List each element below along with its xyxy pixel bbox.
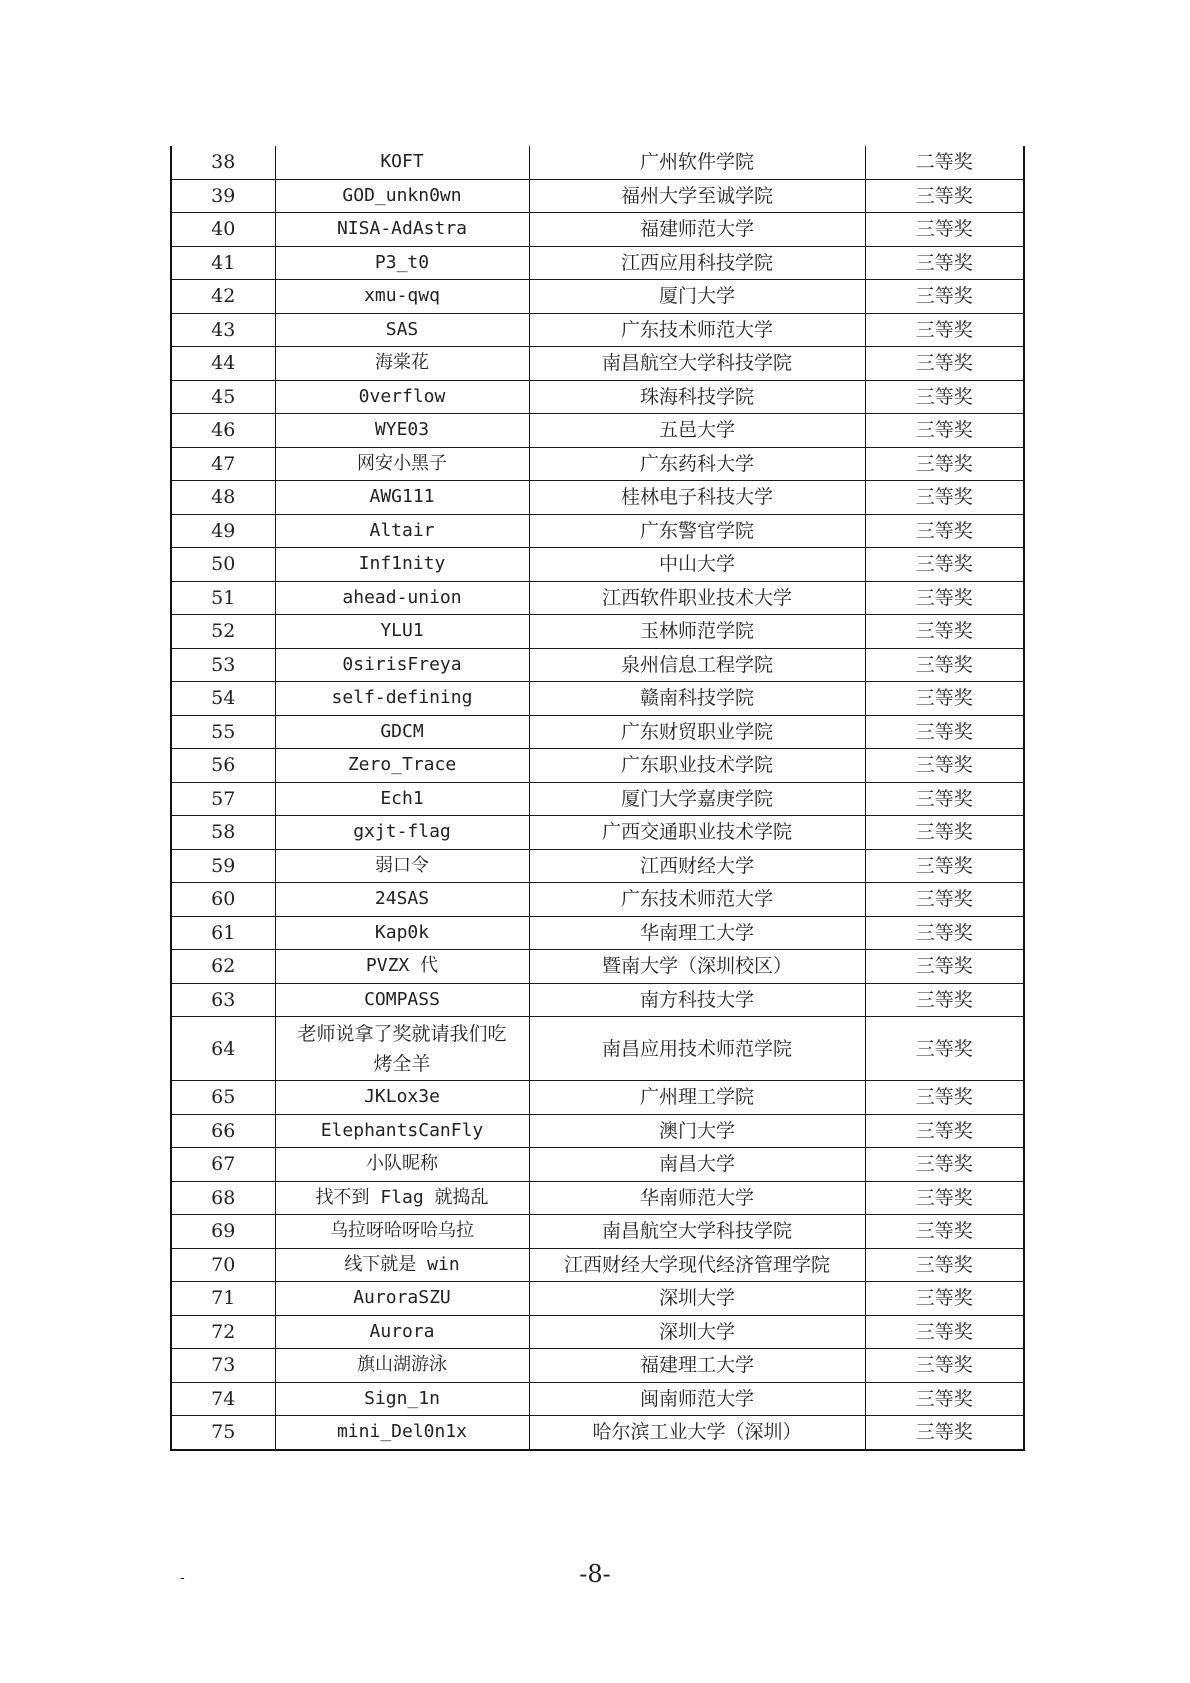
table-row — [171, 581, 1024, 615]
table-row — [171, 280, 1024, 314]
table-row — [171, 682, 1024, 716]
team-name-cell: 找不到 Flag 就捣乱 — [275, 1181, 529, 1215]
school-cell: 厦门大学 — [529, 280, 865, 314]
school-cell: 广东财贸职业学院 — [529, 715, 865, 749]
school-cell: 南昌航空大学科技学院 — [529, 1215, 865, 1249]
rank-cell: 57 — [171, 782, 275, 816]
team-name-line: 老师说拿了奖就请我们吃 — [297, 1022, 507, 1045]
rank-cell: 60 — [171, 883, 275, 917]
award-table-body — [171, 146, 1024, 1450]
team-name-cell: xmu-qwq — [275, 280, 529, 314]
award-cell: 三等奖 — [865, 280, 1024, 314]
rank-cell: 64 — [171, 1017, 275, 1081]
award-cell: 三等奖 — [865, 983, 1024, 1017]
award-cell: 三等奖 — [865, 816, 1024, 850]
team-name-line: 烤全羊 — [373, 1052, 431, 1075]
team-name-cell: Sign_1n — [275, 1382, 529, 1416]
table-row — [171, 179, 1024, 213]
team-name-cell: 海棠花 — [275, 347, 529, 381]
rank-cell: 52 — [171, 615, 275, 649]
table-row — [171, 146, 1024, 179]
award-cell: 三等奖 — [865, 380, 1024, 414]
award-cell: 二等奖 — [865, 146, 1024, 179]
rank-cell: 62 — [171, 950, 275, 984]
table-row — [171, 481, 1024, 515]
table-row — [171, 615, 1024, 649]
award-cell: 三等奖 — [865, 1248, 1024, 1282]
rank-cell: 75 — [171, 1416, 275, 1450]
table-row — [171, 246, 1024, 280]
school-cell: 福建师范大学 — [529, 213, 865, 247]
award-cell: 三等奖 — [865, 849, 1024, 883]
rank-cell: 73 — [171, 1349, 275, 1383]
rank-cell: 38 — [171, 146, 275, 179]
school-cell: 广东警官学院 — [529, 514, 865, 548]
school-cell: 深圳大学 — [529, 1282, 865, 1316]
rank-cell: 69 — [171, 1215, 275, 1249]
page-number: -8- — [579, 1560, 611, 1588]
team-name-cell: 网安小黑子 — [275, 447, 529, 481]
school-cell: 闽南师范大学 — [529, 1382, 865, 1416]
school-cell: 深圳大学 — [529, 1315, 865, 1349]
school-cell: 澳门大学 — [529, 1114, 865, 1148]
table-row — [171, 514, 1024, 548]
table-row — [171, 1282, 1024, 1316]
award-cell: 三等奖 — [865, 1315, 1024, 1349]
school-cell: 桂林电子科技大学 — [529, 481, 865, 515]
school-cell: 江西应用科技学院 — [529, 246, 865, 280]
rank-cell: 50 — [171, 548, 275, 582]
school-cell: 福建理工大学 — [529, 1349, 865, 1383]
rank-cell: 68 — [171, 1181, 275, 1215]
rank-cell: 49 — [171, 514, 275, 548]
rank-cell: 54 — [171, 682, 275, 716]
team-name-cell: ahead-union — [275, 581, 529, 615]
school-cell: 珠海科技学院 — [529, 380, 865, 414]
school-cell: 泉州信息工程学院 — [529, 648, 865, 682]
school-cell: 江西财经大学 — [529, 849, 865, 883]
table-row — [171, 1017, 1024, 1081]
award-table — [170, 146, 1025, 1451]
table-row — [171, 414, 1024, 448]
table-row — [171, 1248, 1024, 1282]
school-cell: 哈尔滨工业大学（深圳） — [529, 1416, 865, 1450]
award-cell: 三等奖 — [865, 313, 1024, 347]
award-cell: 三等奖 — [865, 1349, 1024, 1383]
rank-cell: 61 — [171, 916, 275, 950]
award-cell: 三等奖 — [865, 1416, 1024, 1450]
rank-cell: 40 — [171, 213, 275, 247]
table-row — [171, 916, 1024, 950]
team-name-cell: GDCM — [275, 715, 529, 749]
rank-cell: 67 — [171, 1148, 275, 1182]
team-name-cell: gxjt-flag — [275, 816, 529, 850]
team-name-cell: YLU1 — [275, 615, 529, 649]
school-cell: 南方科技大学 — [529, 983, 865, 1017]
table-row — [171, 347, 1024, 381]
table-row — [171, 950, 1024, 984]
team-name-cell: Ech1 — [275, 782, 529, 816]
award-cell: 三等奖 — [865, 648, 1024, 682]
rank-cell: 58 — [171, 816, 275, 850]
team-name-cell — [275, 1017, 529, 1081]
award-cell: 三等奖 — [865, 581, 1024, 615]
rank-cell: 41 — [171, 246, 275, 280]
table-row — [171, 983, 1024, 1017]
team-name-cell: ElephantsCanFly — [275, 1114, 529, 1148]
table-row — [171, 1315, 1024, 1349]
team-name-cell: 0verflow — [275, 380, 529, 414]
school-cell: 中山大学 — [529, 548, 865, 582]
rank-cell: 59 — [171, 849, 275, 883]
award-cell: 三等奖 — [865, 1081, 1024, 1115]
team-name-cell: SAS — [275, 313, 529, 347]
rank-cell: 65 — [171, 1081, 275, 1115]
school-cell: 五邑大学 — [529, 414, 865, 448]
table-row — [171, 548, 1024, 582]
team-name-cell: 0sirisFreya — [275, 648, 529, 682]
team-name-cell: 24SAS — [275, 883, 529, 917]
team-name-cell: P3_t0 — [275, 246, 529, 280]
award-cell: 三等奖 — [865, 414, 1024, 448]
school-cell: 广东技术师范大学 — [529, 313, 865, 347]
award-cell: 三等奖 — [865, 916, 1024, 950]
award-cell: 三等奖 — [865, 347, 1024, 381]
table-row — [171, 1215, 1024, 1249]
rank-cell: 72 — [171, 1315, 275, 1349]
table-row — [171, 648, 1024, 682]
award-cell: 三等奖 — [865, 1282, 1024, 1316]
award-cell: 三等奖 — [865, 1215, 1024, 1249]
table-row — [171, 1382, 1024, 1416]
rank-cell: 44 — [171, 347, 275, 381]
award-cell: 三等奖 — [865, 1114, 1024, 1148]
table-row — [171, 883, 1024, 917]
rank-cell: 66 — [171, 1114, 275, 1148]
rank-cell: 53 — [171, 648, 275, 682]
rank-cell: 70 — [171, 1248, 275, 1282]
award-cell: 三等奖 — [865, 682, 1024, 716]
rank-cell: 42 — [171, 280, 275, 314]
school-cell: 暨南大学（深圳校区） — [529, 950, 865, 984]
award-cell: 三等奖 — [865, 749, 1024, 783]
school-cell: 广州理工学院 — [529, 1081, 865, 1115]
table-row — [171, 213, 1024, 247]
team-name-cell: mini_Del0n1x — [275, 1416, 529, 1450]
rank-cell: 39 — [171, 179, 275, 213]
table-row — [171, 849, 1024, 883]
award-cell: 三等奖 — [865, 782, 1024, 816]
award-cell: 三等奖 — [865, 447, 1024, 481]
table-row — [171, 380, 1024, 414]
rank-cell: 56 — [171, 749, 275, 783]
school-cell: 江西软件职业技术大学 — [529, 581, 865, 615]
school-cell: 广东药科大学 — [529, 447, 865, 481]
school-cell: 广东技术师范大学 — [529, 883, 865, 917]
award-cell: 三等奖 — [865, 514, 1024, 548]
rank-cell: 74 — [171, 1382, 275, 1416]
team-name-cell: Aurora — [275, 1315, 529, 1349]
award-cell: 三等奖 — [865, 950, 1024, 984]
table-row — [171, 749, 1024, 783]
team-name-cell: Altair — [275, 514, 529, 548]
award-cell: 三等奖 — [865, 615, 1024, 649]
school-cell: 南昌大学 — [529, 1148, 865, 1182]
award-cell: 三等奖 — [865, 246, 1024, 280]
table-row — [171, 447, 1024, 481]
award-cell: 三等奖 — [865, 715, 1024, 749]
school-cell: 华南理工大学 — [529, 916, 865, 950]
table-row — [171, 1081, 1024, 1115]
rank-cell: 48 — [171, 481, 275, 515]
team-name-cell: Kap0k — [275, 916, 529, 950]
rank-cell: 55 — [171, 715, 275, 749]
team-name-cell: 小队昵称 — [275, 1148, 529, 1182]
table-row — [171, 715, 1024, 749]
award-cell: 三等奖 — [865, 1017, 1024, 1081]
team-name-cell: self-defining — [275, 682, 529, 716]
team-name-cell: GOD_unkn0wn — [275, 179, 529, 213]
team-name-cell: 旗山湖游泳 — [275, 1349, 529, 1383]
school-cell: 南昌航空大学科技学院 — [529, 347, 865, 381]
rank-cell: 46 — [171, 414, 275, 448]
award-cell: 三等奖 — [865, 1148, 1024, 1182]
school-cell: 江西财经大学现代经济管理学院 — [529, 1248, 865, 1282]
rank-cell: 63 — [171, 983, 275, 1017]
award-cell: 三等奖 — [865, 548, 1024, 582]
school-cell: 广东职业技术学院 — [529, 749, 865, 783]
award-cell: 三等奖 — [865, 179, 1024, 213]
school-cell: 玉林师范学院 — [529, 615, 865, 649]
team-name-cell: Zero_Trace — [275, 749, 529, 783]
team-name-cell: NISA-AdAstra — [275, 213, 529, 247]
team-name-cell: Inf1nity — [275, 548, 529, 582]
award-cell: 三等奖 — [865, 481, 1024, 515]
table-row — [171, 816, 1024, 850]
table-row — [171, 1181, 1024, 1215]
school-cell: 广西交通职业技术学院 — [529, 816, 865, 850]
award-cell: 三等奖 — [865, 1181, 1024, 1215]
school-cell: 华南师范大学 — [529, 1181, 865, 1215]
corner-mark: - — [180, 1570, 185, 1586]
team-name-cell: JKLox3e — [275, 1081, 529, 1115]
award-cell: 三等奖 — [865, 883, 1024, 917]
school-cell: 南昌应用技术师范学院 — [529, 1017, 865, 1081]
table-row — [171, 1416, 1024, 1450]
school-cell: 厦门大学嘉庚学院 — [529, 782, 865, 816]
school-cell: 福州大学至诚学院 — [529, 179, 865, 213]
team-name-cell: WYE03 — [275, 414, 529, 448]
table-row — [171, 313, 1024, 347]
table-row — [171, 1114, 1024, 1148]
team-name-cell: AWG111 — [275, 481, 529, 515]
school-cell: 赣南科技学院 — [529, 682, 865, 716]
rank-cell: 45 — [171, 380, 275, 414]
team-name-cell: 弱口令 — [275, 849, 529, 883]
team-name-cell: 线下就是 win — [275, 1248, 529, 1282]
award-cell: 三等奖 — [865, 213, 1024, 247]
team-name-cell: PVZX 代 — [275, 950, 529, 984]
rank-cell: 47 — [171, 447, 275, 481]
table-row — [171, 782, 1024, 816]
rank-cell: 43 — [171, 313, 275, 347]
rank-cell: 71 — [171, 1282, 275, 1316]
team-name-cell: KOFT — [275, 146, 529, 179]
team-name-cell: COMPASS — [275, 983, 529, 1017]
team-name-cell: 乌拉呀哈呀哈乌拉 — [275, 1215, 529, 1249]
school-cell: 广州软件学院 — [529, 146, 865, 179]
award-cell: 三等奖 — [865, 1382, 1024, 1416]
table-row — [171, 1148, 1024, 1182]
team-name-cell: AuroraSZU — [275, 1282, 529, 1316]
table-row — [171, 1349, 1024, 1383]
rank-cell: 51 — [171, 581, 275, 615]
